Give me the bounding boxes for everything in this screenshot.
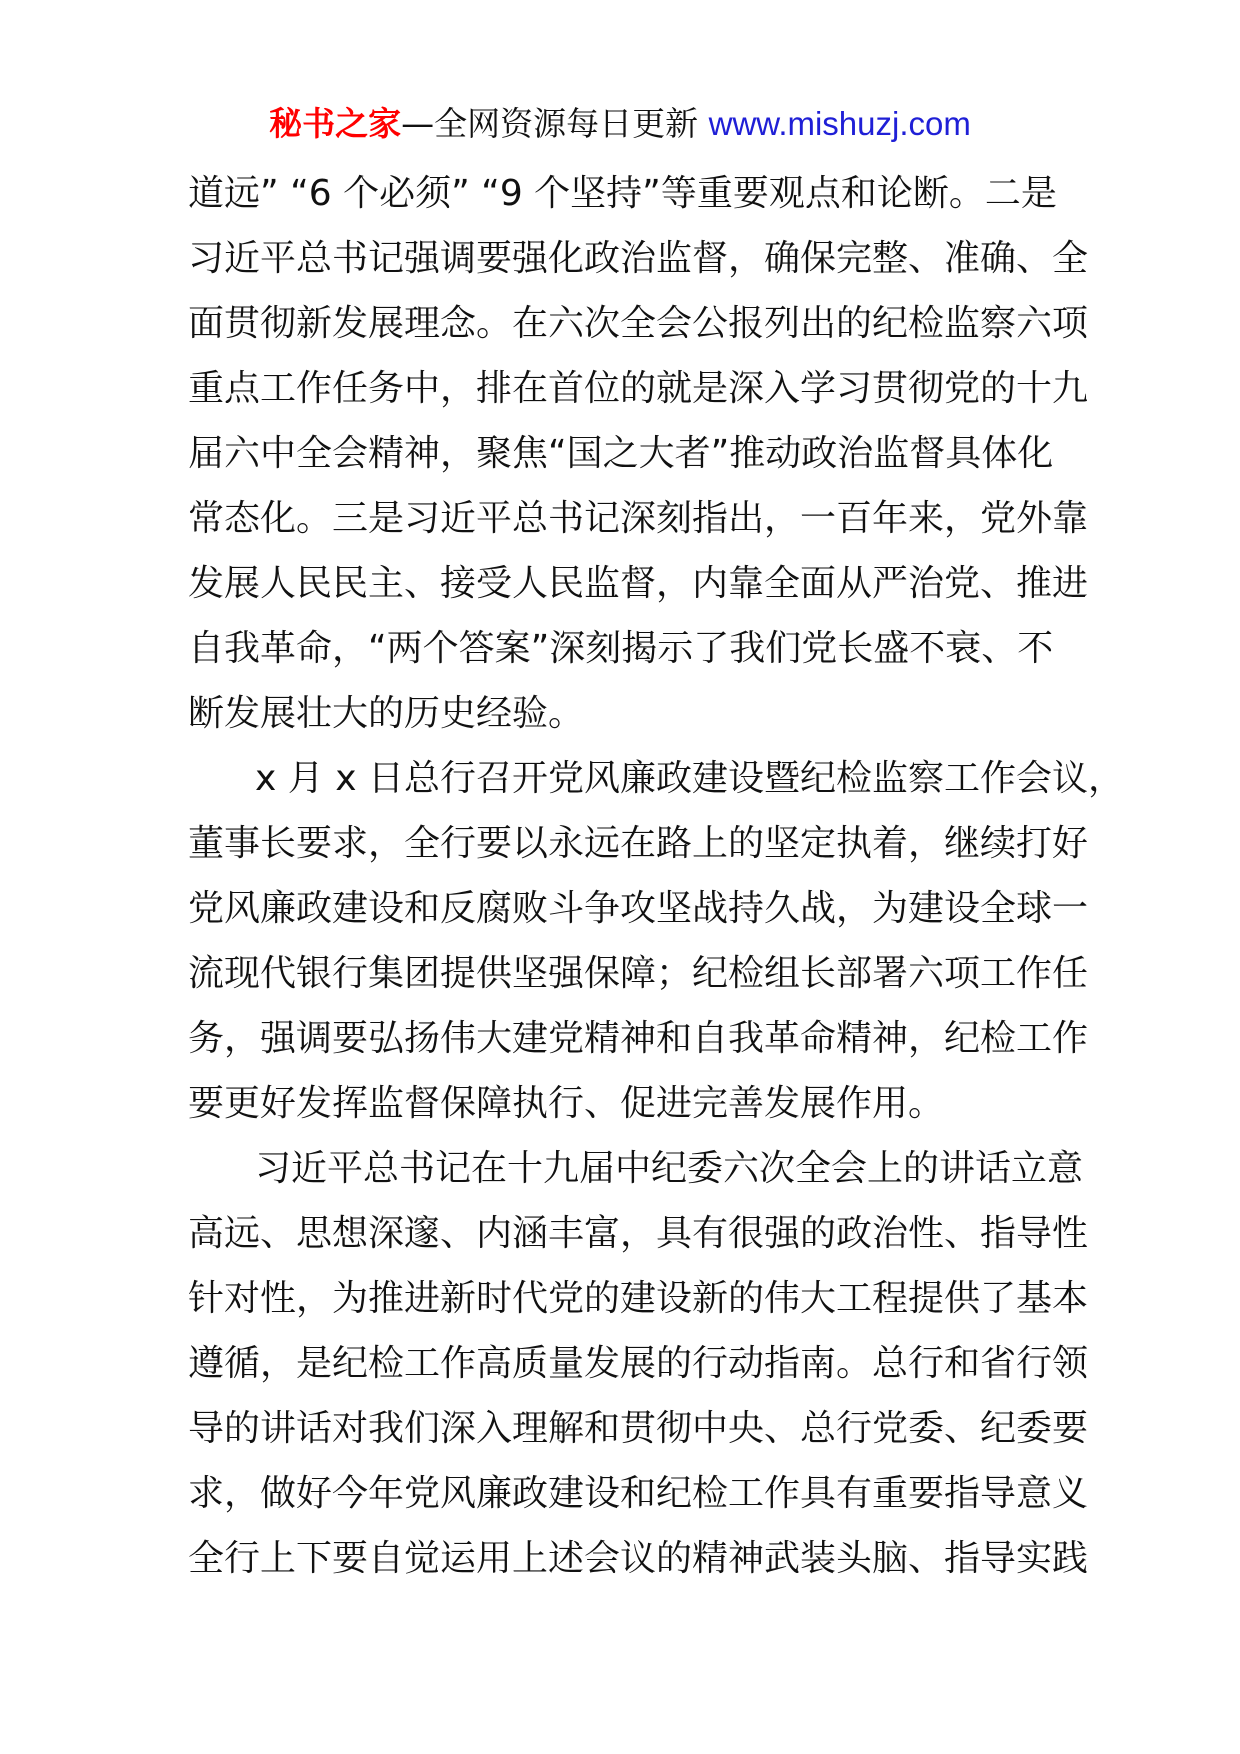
text-line: 董事长要求，全行要以永远在路上的坚定执着，继续打好: [188, 823, 1089, 864]
text-line: 求，做好今年党风廉政建设和纪检工作具有重要指导意义: [188, 1473, 1089, 1514]
text-line: 务，强调要弘扬伟大建党精神和自我革命精神，纪检工作: [188, 1018, 1089, 1059]
text-line: 习近平总书记在十九届中纪委六次全会上的讲话立意: [255, 1148, 1084, 1189]
text-line: 自我革命，“两个答案”深刻揭示了我们党长盛不衰、不: [188, 628, 1054, 669]
text-line: 道远” “6 个必须” “9 个坚持”等重要观点和论断。二是: [188, 173, 1057, 214]
header-brand: 秘书之家: [269, 104, 402, 143]
text-line: 面贯彻新发展理念。在六次全会公报列出的纪检监察六项: [188, 303, 1089, 344]
text-line: 断发展壮大的历史经验。: [188, 693, 585, 734]
text-line: 要更好发挥监督保障执行、促进完善发展作用。: [188, 1083, 945, 1124]
text-line: 常态化。三是习近平总书记深刻指出，一百年来，党外靠: [188, 498, 1089, 539]
text-line: 遵循，是纪检工作高质量发展的行动指南。总行和省行领: [188, 1343, 1089, 1384]
text-line: 届六中全会精神，聚焦“国之大者”推动政治监督具体化: [188, 433, 1054, 474]
text-line: 习近平总书记强调要强化政治监督，确保完整、准确、全: [188, 238, 1089, 279]
header-url[interactable]: www.mishuzj.com: [708, 105, 971, 142]
text-line: 流现代银行集团提供坚强保障；纪检组长部署六项工作任: [188, 953, 1089, 994]
text-line: 针对性，为推进新时代党的建设新的伟大工程提供了基本: [188, 1278, 1089, 1319]
header-tagline: —全网资源每日更新: [401, 104, 699, 143]
text-line: 全行上下要自觉运用上述会议的精神武装头脑、指导实践: [188, 1538, 1089, 1579]
body-text: [188, 161, 1124, 1591]
text-line: 发展人民民主、接受人民监督，内靠全面从严治党、推进: [188, 563, 1089, 604]
text-line: 党风廉政建设和反腐败斗争攻坚战持久战，为建设全球一: [188, 888, 1089, 929]
page-header: [0, 100, 1240, 148]
text-line: 重点工作任务中，排在首位的就是深入学习贯彻党的十九: [188, 368, 1089, 409]
text-line: 高远、思想深邃、内涵丰富，具有很强的政治性、指导性: [188, 1213, 1089, 1254]
text-line: x 月 x 日总行召开党风廉政建设暨纪检监察工作会议，: [255, 758, 1124, 799]
text-line: 导的讲话对我们深入理解和贯彻中央、总行党委、纪委要: [188, 1408, 1089, 1449]
